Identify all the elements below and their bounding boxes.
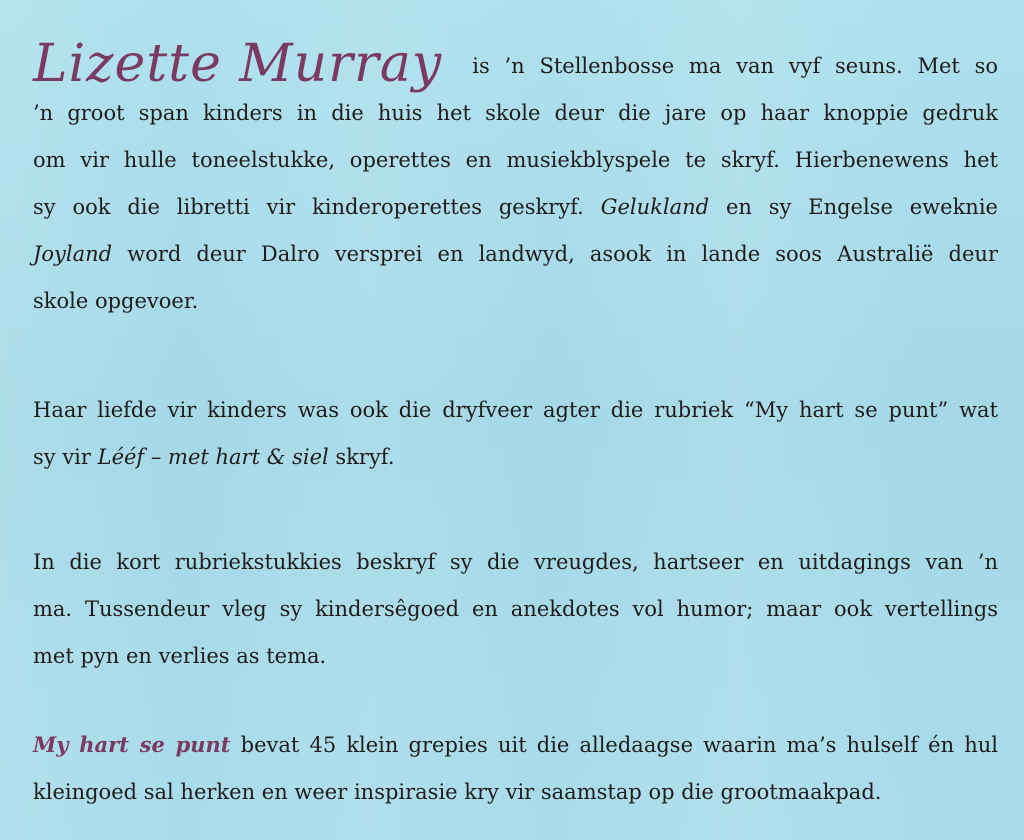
- paragraph-description: [33, 539, 998, 680]
- author-line: [33, 30, 998, 94]
- text-line: In die kort rubriekstukkies beskryf sy die vreugdes, hartseer en uitdagings van ’n: [33, 550, 998, 574]
- text-segment: bevat 45 klein grepies uit die alledaagse waarin ma’s hulself én hul: [240, 733, 998, 757]
- italic-title-joyland: Joyland: [33, 242, 113, 266]
- paragraph-column: [33, 387, 998, 481]
- paragraph-book-summary: [33, 721, 998, 816]
- paragraph-author-intro: [33, 30, 998, 325]
- text-segment: sy ook die libretti vir kinderoperettes geskryf.: [33, 195, 584, 219]
- text-line: skole opgevoer.: [33, 289, 199, 313]
- text-segment: word deur Dalro versprei en landwyd, asook in lande soos Australië deur: [127, 242, 998, 266]
- text-segment: en sy Engelse eweknie: [725, 195, 998, 219]
- text-segment: skryf.: [335, 445, 395, 469]
- text-segment: sy vir: [33, 445, 91, 469]
- italic-title-gelukland: Gelukland: [600, 195, 710, 219]
- text-line: met pyn en verlies as tema.: [33, 644, 327, 668]
- text-line: om vir hulle toneelstukke, operettes en musiekblyspele te skryf. Hierbenewens het: [33, 148, 998, 172]
- text-line: ’n groot span kinders in die huis het skole deur die jare op haar knoppie gedruk: [33, 101, 998, 125]
- text-line: is ’n Stellenbosse ma van vyf seuns. Met so: [472, 54, 998, 78]
- text-line: [33, 721, 998, 769]
- italic-magazine-title: Lééf – met hart & siel: [97, 445, 329, 469]
- text-line: [33, 184, 998, 231]
- text-line: ma. Tussendeur vleg sy kindersêgoed en anekdotes vol humor; maar ook vertellings: [33, 597, 998, 621]
- text-line: [33, 434, 998, 481]
- text-line: [33, 231, 998, 278]
- text-line: kleingoed sal herken en weer inspirasie kry vir saamstap op die grootmaakpad.: [33, 780, 882, 804]
- book-title: My hart se punt: [33, 732, 231, 757]
- text-line: Haar liefde vir kinders was ook die dryfveer agter die rubriek “My hart se punt” wat: [33, 398, 998, 422]
- author-name-signature: Lizette Murray: [33, 34, 443, 94]
